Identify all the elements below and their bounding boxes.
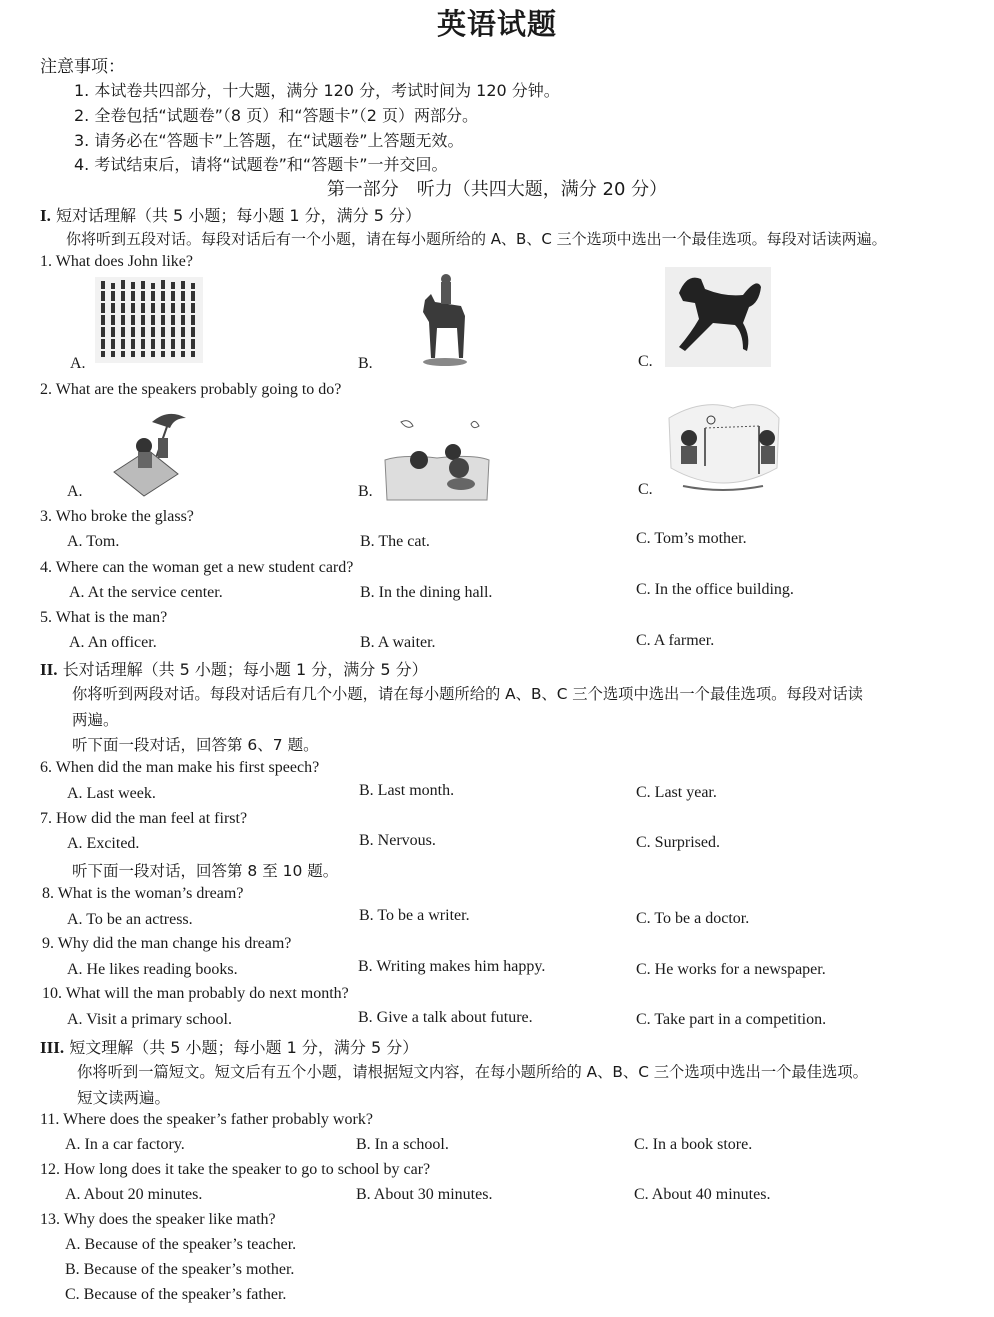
- question-stem: 8. What is the woman’s dream?: [42, 885, 244, 902]
- option-label: B.: [358, 355, 373, 372]
- option-c: C. He works for a newspaper.: [636, 961, 826, 978]
- section-heading: [40, 657, 428, 680]
- beach-picnic-image: [104, 408, 198, 500]
- option-c: C. Last year.: [636, 784, 717, 801]
- section-title: 短文理解（共 5 小题；每小题 1 分，满分 5 分）: [69, 1038, 419, 1057]
- option-b: B. In a school.: [356, 1136, 449, 1153]
- section-number: III.: [40, 1038, 65, 1057]
- option-c: C. Tom’s mother.: [636, 530, 747, 547]
- option-a: A. In a car factory.: [65, 1136, 185, 1153]
- question-stem: 13. Why does the speaker like math?: [40, 1211, 276, 1228]
- section-instructions: 你将听到五段对话。每段对话后有一个小题，请在每小题所给的 A、B、C 三个选项中选出一个最佳选项。每段对话读两遍。: [66, 230, 887, 248]
- option-b: B. About 30 minutes.: [356, 1186, 493, 1203]
- option-b: B. Give a talk about future.: [358, 1009, 533, 1026]
- option-a: A. At the service center.: [69, 584, 223, 601]
- page-title: 英语试题: [436, 7, 557, 41]
- notice-item: 2. 全卷包括“试题卷”（8 页）和“答题卡”（2 页）两部分。: [74, 106, 479, 125]
- listening-subheading: 听下面一段对话，回答第 6、7 题。: [72, 736, 319, 754]
- part-heading: 第一部分 听力（共四大题，满分 20 分）: [326, 179, 668, 200]
- option-c: C. Take part in a competition.: [636, 1011, 827, 1028]
- question-stem: 3. Who broke the glass?: [40, 508, 194, 525]
- section-heading: [40, 1035, 418, 1058]
- option-b: B. A waiter.: [360, 634, 436, 651]
- option-a: A. He likes reading books.: [67, 961, 238, 978]
- option-a: A. To be an actress.: [67, 911, 193, 928]
- notice-item: 1. 本试卷共四部分，十大题，满分 120 分，考试时间为 120 分钟。: [74, 81, 560, 100]
- question-stem: 10. What will the man probably do next month?: [42, 985, 349, 1002]
- question-stem: 5. What is the man?: [40, 609, 168, 626]
- option-label: B.: [358, 483, 373, 500]
- horse-statue-image: [415, 272, 475, 368]
- horse-painting-image: [665, 267, 771, 367]
- section-number: I.: [40, 206, 51, 225]
- question-stem: 2. What are the speakers probably going to do?: [40, 381, 342, 398]
- section-instructions: 两遍。: [72, 711, 119, 729]
- question-stem: 9. Why did the man change his dream?: [42, 935, 292, 952]
- option-a: A. Because of the speaker’s teacher.: [65, 1236, 297, 1253]
- section-number: II.: [40, 660, 58, 679]
- question-stem: 12. How long does it take the speaker to go to school by car?: [40, 1161, 431, 1178]
- notice-heading: 注意事项：: [40, 57, 125, 77]
- option-a: A. Tom.: [67, 533, 120, 550]
- option-label: A.: [70, 355, 86, 372]
- option-a: A. Visit a primary school.: [67, 1011, 232, 1028]
- question-stem: 11. Where does the speaker’s father probably work?: [40, 1111, 373, 1128]
- option-b: B. Writing makes him happy.: [358, 958, 546, 975]
- option-b: B. The cat.: [360, 533, 430, 550]
- option-b: B. Last month.: [359, 782, 455, 799]
- notice-item: 4. 考试结束后，请将“试题卷”和“答题卡”一并交回。: [74, 155, 448, 174]
- option-a: A. About 20 minutes.: [65, 1186, 203, 1203]
- option-b: B. To be a writer.: [359, 907, 470, 924]
- option-b: B. Nervous.: [359, 832, 436, 849]
- option-a: A. Last week.: [67, 785, 156, 802]
- option-b: B. Because of the speaker’s mother.: [65, 1261, 295, 1278]
- option-c: C. About 40 minutes.: [634, 1186, 771, 1203]
- section-instructions: 你将听到一篇短文。短文后有五个小题，请根据短文内容，在每小题所给的 A、B、C 三个选项中选出一个最佳选项。: [77, 1063, 868, 1081]
- option-label: C.: [638, 481, 653, 498]
- listening-subheading: 听下面一段对话，回答第 8 至 10 题。: [72, 862, 339, 880]
- option-c: C. To be a doctor.: [636, 910, 750, 927]
- section-heading: [40, 203, 421, 226]
- option-c: C. In a book store.: [634, 1136, 753, 1153]
- calligraphy-image: [95, 277, 203, 363]
- section-instructions: 你将听到两段对话。每段对话后有几个小题，请在每小题所给的 A、B、C 三个选项中选出一个最佳选项。每段对话读: [72, 685, 863, 703]
- swimming-kids-image: [383, 418, 491, 502]
- option-c: C. Because of the speaker’s father.: [65, 1286, 287, 1303]
- section-instructions: 短文读两遍。: [77, 1089, 171, 1107]
- question-stem: 1. What does John like?: [40, 253, 194, 270]
- option-a: A. Excited.: [67, 835, 140, 852]
- option-label: A.: [67, 483, 83, 500]
- section-title: 短对话理解（共 5 小题；每小题 1 分，满分 5 分）: [55, 206, 422, 225]
- notice-item: 3. 请务必在“答题卡”上答题，在“试题卷”上答题无效。: [74, 131, 464, 150]
- question-stem: 4. Where can the woman get a new student card?: [40, 559, 354, 576]
- option-label: C.: [638, 353, 653, 370]
- question-stem: 6. When did the man make his first speech?: [40, 759, 320, 776]
- option-c: C. Surprised.: [636, 834, 720, 851]
- question-stem: 7. How did the man feel at first?: [40, 810, 248, 827]
- volleyball-image: [663, 398, 783, 496]
- option-a: A. An officer.: [69, 634, 157, 651]
- option-c: C. In the office building.: [636, 581, 794, 598]
- section-title: 长对话理解（共 5 小题；每小题 1 分，满分 5 分）: [62, 660, 428, 679]
- option-c: C. A farmer.: [636, 632, 715, 649]
- option-b: B. In the dining hall.: [360, 584, 493, 601]
